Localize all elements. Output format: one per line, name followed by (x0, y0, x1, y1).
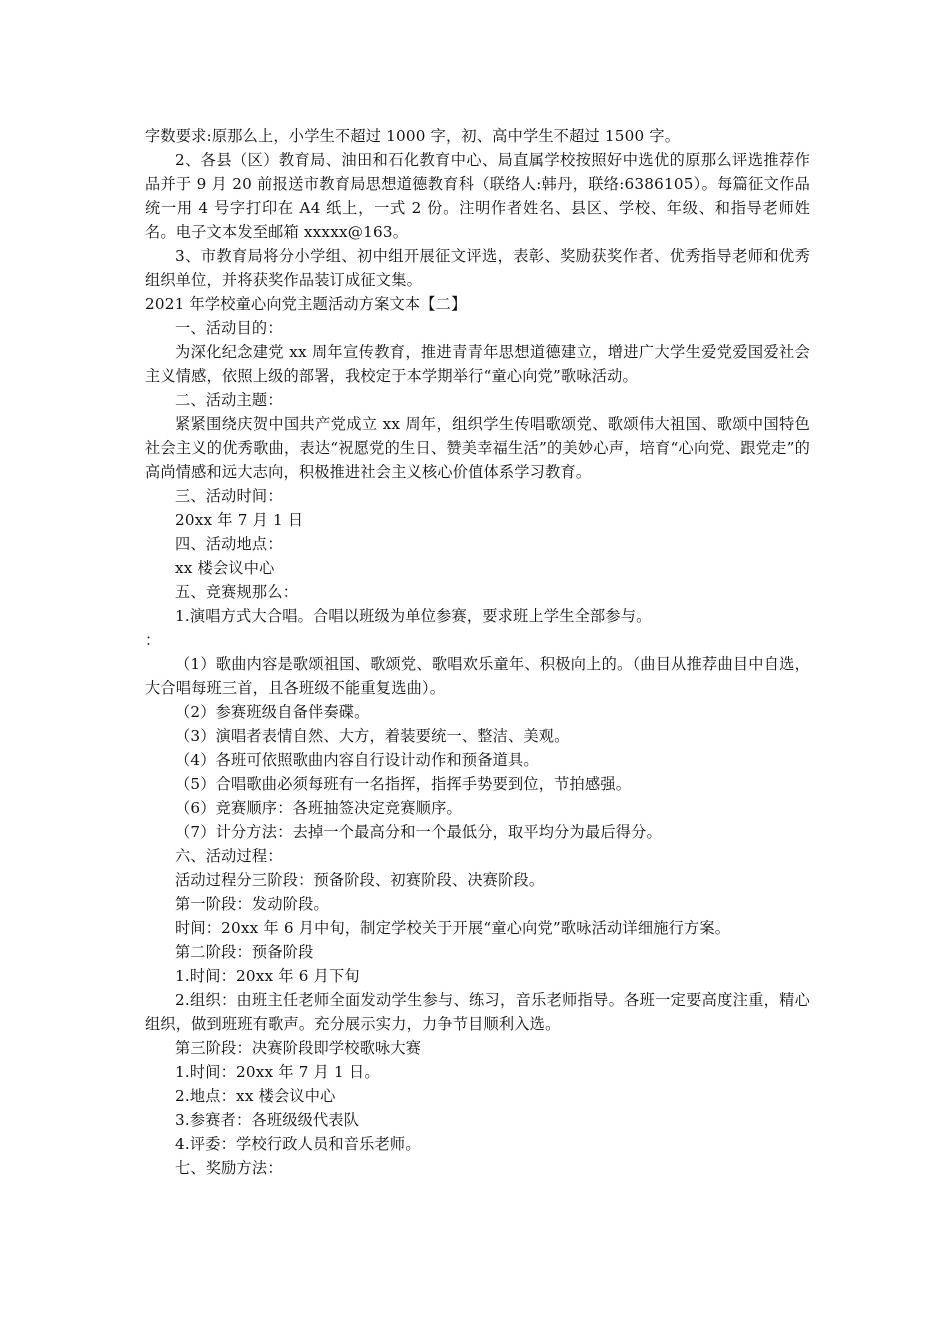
stage-two-title: 第二阶段：预备阶段 (175, 943, 314, 961)
stage-one-title: 第一阶段：发动阶段。 (175, 895, 329, 913)
stage-two-organization: 2.组织：由班主任老师全面发动学生参与、练习，音乐老师指导。各班一定要高度注重，精心组织，做到班班有歌声。充分展示实力，力争节目顺利入选。 (145, 991, 810, 1033)
stage-three-participants: 3.参赛者：各班级级代表队 (175, 1111, 360, 1129)
stage-three-location: 2.地点：xx 楼会议中心 (175, 1087, 336, 1105)
stray-colon-line: ： (145, 631, 161, 649)
rule-4: （4）各班可依照歌曲内容自行设计动作和预备道具。 (175, 751, 539, 769)
paragraph-evaluation: 3、市教育局将分小学组、初中组开展征文评选，表彰、奖励获奖作者、优秀指导老师和优秀组织单位，并将获奖作品装订成征文集。 (145, 247, 810, 289)
paragraph-word-count: 字数要求:原那么上，小学生不超过 1000 字，初、高中学生不超过 1500 字。 (145, 127, 681, 145)
stage-one-time: 时间：20xx 年 6 月中旬，制定学校关于开展“童心向党”歌咏活动详细施行方案。 (175, 919, 731, 937)
stage-three-time: 1.时间：20xx 年 7 月 1 日。 (175, 1063, 380, 1081)
stage-three-judges: 4.评委：学校行政人员和音乐老师。 (175, 1135, 421, 1153)
rule-2: （2）参赛班级自备伴奏碟。 (175, 703, 370, 721)
section-title: 2021 年学校童心向党主题活动方案文本【二】 (145, 295, 467, 313)
paragraph-submission: 2、各县（区）教育局、油田和石化教育中心、局直属学校按照好中选优的原那么评选推荐作品并于 9 月 20 前报送市教育局思想道德教育科（联络人:韩丹，联络:6386105）。每篇征文作品统一用 4 号字打印在 A4 纸上，一式 2 份。注明作者姓名、县区、学校、年级、和指导老师姓名。电子文本发至邮箱 xxxxx@163。 (145, 151, 810, 241)
document-body (145, 124, 810, 1180)
rule-1: （1）歌曲内容是歌颂祖国、歌颂党、歌唱欢乐童年、积极向上的。（曲目从推荐曲目中自选，大合唱每班三首，且各班级不能重复选曲）。 (145, 655, 810, 697)
activity-date: 20xx 年 7 月 1 日 (175, 511, 304, 529)
rule-7: （7）计分方法：去掉一个最高分和一个最低分，取平均分为最后得分。 (175, 823, 662, 841)
rule-5: （5）合唱歌曲必须每班有一名指挥，指挥手势要到位，节拍感强。 (175, 775, 632, 793)
rule-3: （3）演唱者表情自然、大方，着装要统一、整洁、美观。 (175, 727, 570, 745)
heading-process: 六、活动过程： (175, 847, 283, 865)
stage-two-time: 1.时间：20xx 年 6 月下旬 (175, 967, 360, 985)
heading-purpose: 一、活动目的： (175, 319, 283, 337)
heading-location: 四、活动地点： (175, 535, 283, 553)
heading-reward-method: 七、奖励方法： (175, 1159, 283, 1177)
heading-time: 三、活动时间： (175, 487, 283, 505)
paragraph-purpose: 为深化纪念建党 xx 周年宣传教育，推进青青年思想道德建立，增进广大学生爱党爱国爱社会主义情感，依照上级的部署，我校定于本学期举行“童心向党”歌咏活动。 (145, 343, 810, 385)
heading-theme: 二、活动主题： (175, 391, 283, 409)
activity-location: xx 楼会议中心 (175, 559, 275, 577)
rule-6: （6）竞赛顺序：各班抽签决定竞赛顺序。 (175, 799, 462, 817)
paragraph-theme: 紧紧围绕庆贺中国共产党成立 xx 周年，组织学生传唱歌颂党、歌颂伟大祖国、歌颂中国特色社会主义的优秀歌曲，表达“祝愿党的生日、赞美幸福生活”的美妙心声，培育“心向党、跟党走”的高尚情感和远大志向，积极推进社会主义核心价值体系学习教育。 (145, 415, 810, 481)
heading-rules: 五、竞赛规那么： (175, 583, 299, 601)
stage-three-title: 第三阶段：决赛阶段即学校歌咏大赛 (175, 1039, 422, 1057)
process-overview: 活动过程分三阶段：预备阶段、初赛阶段、决赛阶段。 (175, 871, 545, 889)
rule-performance-style: 1.演唱方式大合唱。合唱以班级为单位参赛，要求班上学生全部参与。 (175, 607, 652, 625)
